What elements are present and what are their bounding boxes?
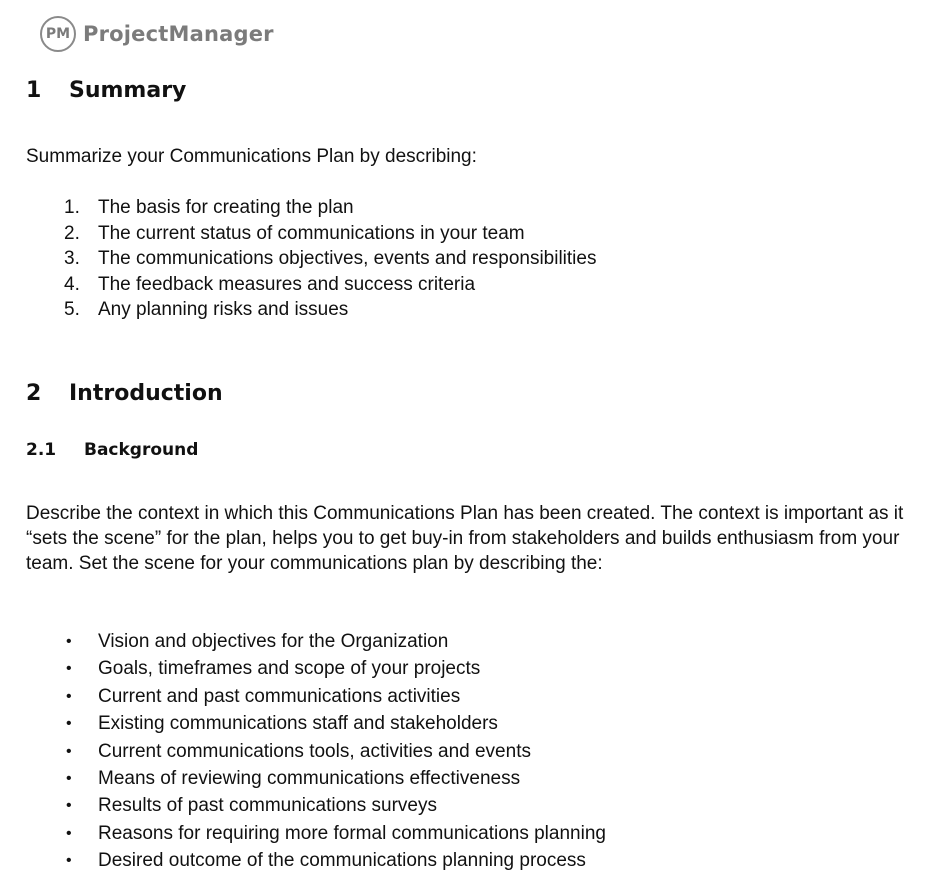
list-item-text: Current and past communications activities <box>98 685 461 707</box>
list-number: 1. <box>64 197 80 218</box>
heading-title: Summary <box>69 78 187 103</box>
logo-wordmark: ProjectManager <box>83 22 274 46</box>
list-item <box>26 195 596 221</box>
heading-title: Introduction <box>69 381 223 406</box>
list-number: 3. <box>64 248 80 269</box>
list-item <box>26 246 596 272</box>
list-item-text: The feedback measures and success criteria <box>98 273 476 295</box>
bullet-icon: • <box>66 852 72 870</box>
list-item <box>26 683 606 710</box>
bullet-icon: • <box>66 769 72 787</box>
list-item-text: Results of past communications surveys <box>98 795 437 817</box>
summary-numbered-list <box>26 195 596 323</box>
list-item-text: Goals, timeframes and scope of your projects <box>98 658 481 680</box>
list-item <box>26 655 606 682</box>
list-number: 2. <box>64 222 80 244</box>
list-item-text: Desired outcome of the communications planning process <box>98 850 586 872</box>
bullet-icon: • <box>66 824 72 842</box>
subheading-title: Background <box>84 440 199 460</box>
list-item <box>26 628 606 655</box>
summary-intro: Summarize your Communications Plan by describing: <box>26 146 477 167</box>
list-item <box>26 297 596 323</box>
background-paragraph: Describe the context in which this Communications Plan has been created. The context is important as it “sets the scene” for the plan, helps you to get buy-in from stakeholders and builds enthusiasm from your team. Set the scene for your communications plan by describing the: <box>26 503 904 574</box>
background-bullet-list <box>26 628 606 875</box>
list-item <box>26 765 606 792</box>
list-item-text: Existing communications staff and stakeholders <box>98 713 498 735</box>
subheading-number: 2.1 <box>26 440 57 460</box>
list-item <box>26 738 606 765</box>
list-item-text: Any planning risks and issues <box>98 299 349 320</box>
list-number: 5. <box>64 299 80 320</box>
list-item-text: Reasons for requiring more formal communications planning <box>98 822 606 844</box>
heading-number: 2 <box>26 381 42 406</box>
list-item-text: Vision and objectives for the Organization <box>98 631 449 652</box>
list-item-text: The basis for creating the plan <box>98 197 354 218</box>
list-item <box>26 847 606 874</box>
heading-number: 1 <box>26 78 42 103</box>
projectmanager-logo <box>40 14 274 54</box>
bullet-icon: • <box>66 797 72 815</box>
bullet-icon: • <box>66 742 72 760</box>
bullet-icon: • <box>66 660 72 678</box>
list-item-text: Means of reviewing communications effectiveness <box>98 767 521 789</box>
list-item-text: Current communications tools, activities and events <box>98 740 531 762</box>
bullet-icon: • <box>66 633 72 650</box>
list-item <box>26 792 606 819</box>
pm-logo-icon: PM <box>40 16 76 52</box>
list-item <box>26 272 596 298</box>
list-item-text: The communications objectives, events and responsibilities <box>98 248 597 269</box>
list-item <box>26 820 606 847</box>
list-item <box>26 221 596 247</box>
heading-summary <box>26 78 186 103</box>
bullet-icon: • <box>66 715 72 733</box>
list-number: 4. <box>64 273 80 295</box>
heading-background <box>26 440 198 460</box>
heading-introduction <box>26 381 223 406</box>
list-item-text: The current status of communications in your team <box>98 222 525 244</box>
bullet-icon: • <box>66 687 72 705</box>
list-item <box>26 710 606 737</box>
